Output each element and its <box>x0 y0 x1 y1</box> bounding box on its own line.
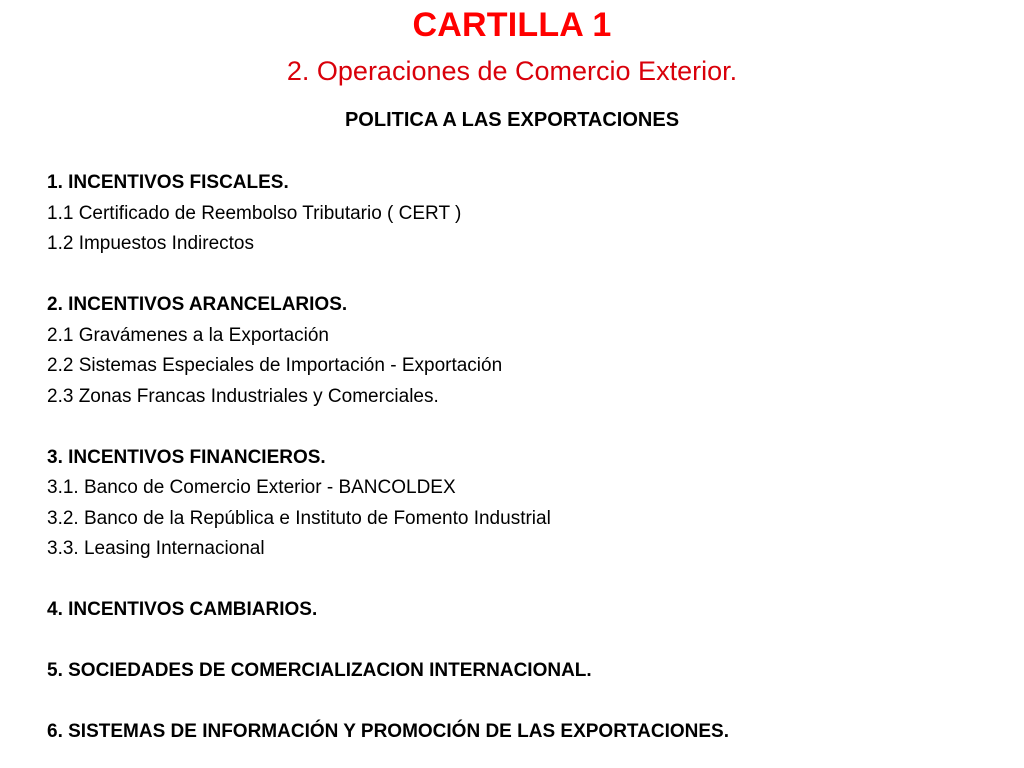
section-incentivos-cambiarios <box>47 595 1007 626</box>
slide-subtitle: 2. Operaciones de Comercio Exterior. <box>286 56 738 86</box>
list-item: 2.1 Gravámenes a la Exportación <box>47 324 329 346</box>
section-heading: POLITICA A LAS EXPORTACIONES <box>344 109 680 131</box>
section-incentivos-arancelarios <box>47 290 1007 412</box>
list-item: 3.1. Banco de Comercio Exterior - BANCOLDEX <box>47 477 456 498</box>
section-title: 4. INCENTIVOS CAMBIARIOS. <box>47 599 318 620</box>
list-item: 3.3. Leasing Internacional <box>47 538 265 559</box>
section-sistemas-informacion <box>47 717 1007 748</box>
slide-title: CARTILLA 1 <box>412 6 612 44</box>
list-item: 3.2. Banco de la República e Instituto de Fomento Industrial <box>47 507 551 529</box>
section-title: 5. SOCIEDADES DE COMERCIALIZACION INTERNACIONAL. <box>47 660 592 681</box>
list-item: 1.2 Impuestos Indirectos <box>47 233 254 254</box>
content-list <box>47 168 1007 748</box>
section-title: 1. INCENTIVOS FISCALES. <box>47 172 289 193</box>
section-title: 3. INCENTIVOS FINANCIEROS. <box>47 446 326 468</box>
section-incentivos-fiscales <box>47 168 1007 260</box>
section-sociedades-comercializacion <box>47 656 1007 687</box>
section-title: 2. INCENTIVOS ARANCELARIOS. <box>47 294 348 315</box>
section-title: 6. SISTEMAS DE INFORMACIÓN Y PROMOCIÓN DE LAS EXPORTACIONES. <box>47 721 729 742</box>
list-item: 1.1 Certificado de Reembolso Tributario ( CERT ) <box>47 202 462 224</box>
list-item: 2.3 Zonas Francas Industriales y Comerciales. <box>47 385 439 407</box>
section-incentivos-financieros <box>47 443 1007 565</box>
list-item: 2.2 Sistemas Especiales de Importación - Exportación <box>47 355 503 376</box>
